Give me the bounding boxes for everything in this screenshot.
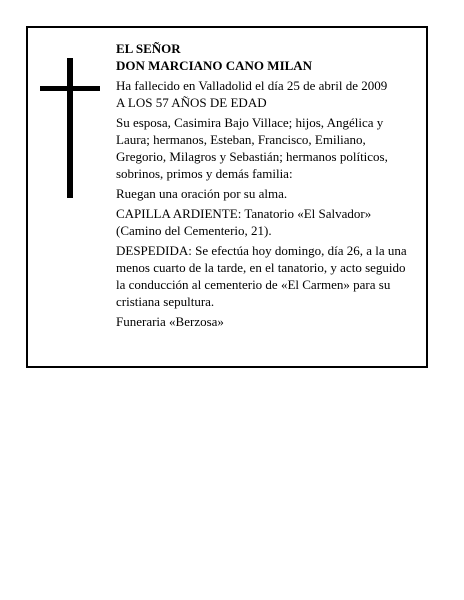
family-line: sobrinos, primos y demás familia: [116, 166, 293, 181]
cross-horizontal-bar [40, 86, 100, 91]
heading-title: EL SEÑOR [116, 41, 181, 56]
farewell-line: DESPEDIDA: Se efectúa hoy domingo, día 26, a la una [116, 243, 407, 258]
chapel-line: (Camino del Cementerio, 21). [116, 223, 272, 238]
farewell-line: cristiana sepultura. [116, 294, 215, 309]
farewell-line: menos cuarto de la tarde, en el tanatorio, y acto seguido [116, 260, 406, 275]
funeral-home-paragraph [116, 313, 422, 330]
deceased-name: DON MARCIANO CANO MILAN [116, 58, 313, 73]
prayer-paragraph [116, 185, 422, 202]
heading-block [116, 40, 422, 74]
family-line: Su esposa, Casimira Bajo Villace; hijos, Angélica y [116, 115, 384, 130]
funeral-home: Funeraria «Berzosa» [116, 314, 224, 329]
age-info: A LOS 57 AÑOS DE EDAD [116, 95, 267, 110]
cross-vertical-bar [67, 58, 73, 198]
death-info: Ha fallecido en Valladolid el día 25 de abril de 2009 [116, 78, 388, 93]
farewell-paragraph [116, 242, 422, 310]
chapel-line: CAPILLA ARDIENTE: Tanatorio «El Salvador» [116, 206, 372, 221]
family-line: Gregorio, Milagros y Sebastián; hermanos políticos, [116, 149, 388, 164]
prayer-request: Ruegan una oración por su alma. [116, 186, 288, 201]
family-paragraph [116, 114, 422, 182]
death-block [116, 77, 422, 111]
notice-text [116, 40, 422, 330]
family-line: Laura; hermanos, Esteban, Francisco, Emiliano, [116, 132, 366, 147]
cross-icon [40, 58, 100, 198]
obituary-notice [26, 26, 428, 368]
farewell-line: la conducción al cementerio de «El Carmen» para su [116, 277, 391, 292]
chapel-paragraph [116, 205, 422, 239]
